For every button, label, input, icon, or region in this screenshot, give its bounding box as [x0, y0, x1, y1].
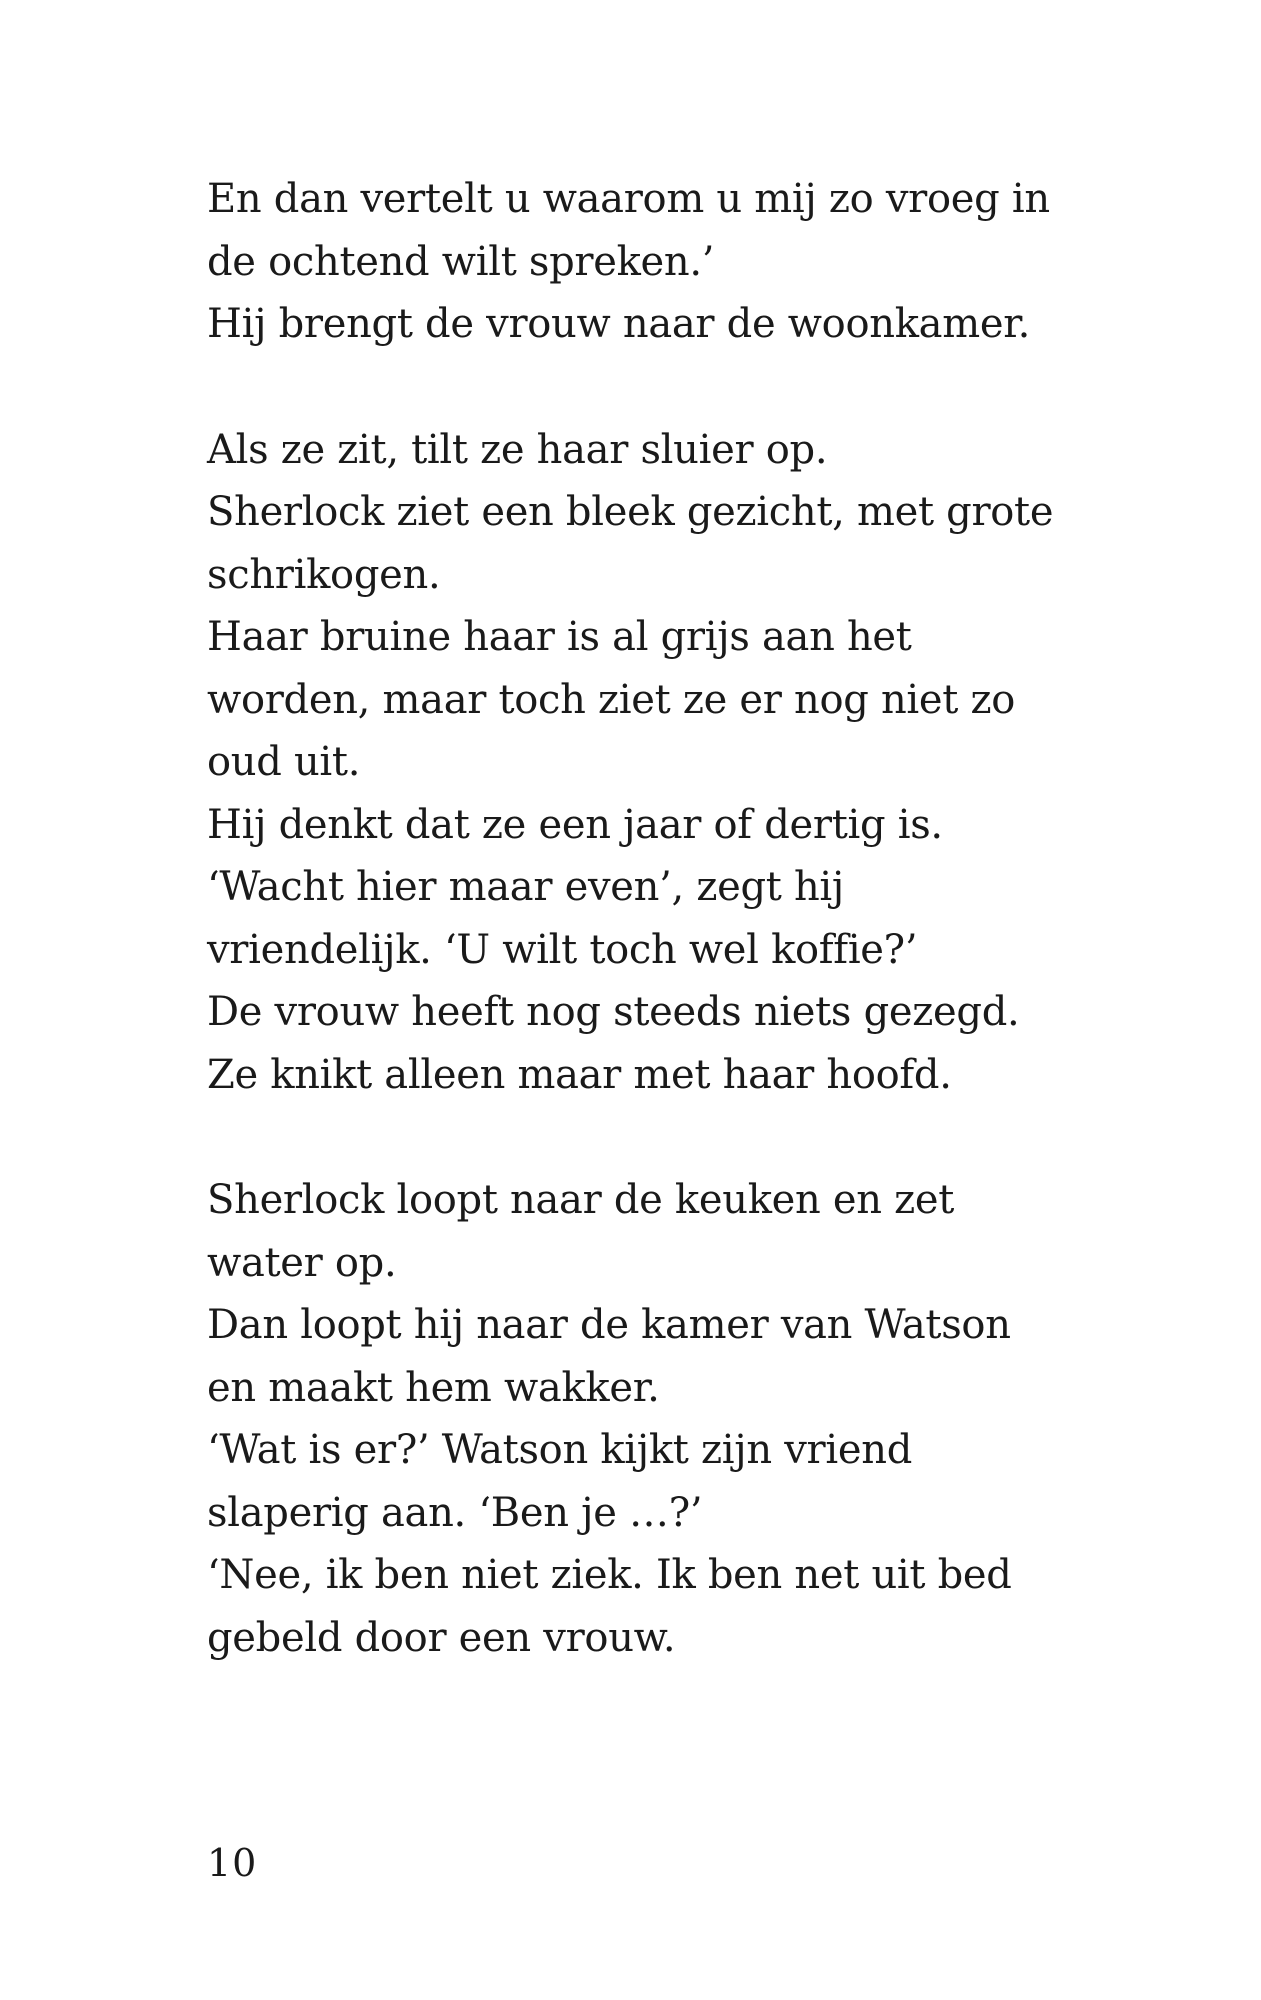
- text-line: de ochtend wilt spreken.’: [207, 238, 715, 285]
- text-line: gebeld door een vrouw.: [207, 1614, 676, 1661]
- page-body-text: [207, 168, 1207, 1732]
- text-line: worden, maar toch ziet ze er nog niet zo: [207, 676, 1016, 723]
- text-line: ‘Wat is er?’ Watson kijkt zijn vriend: [207, 1427, 912, 1473]
- text-line: De vrouw heeft nog steeds niets gezegd.: [207, 989, 1020, 1035]
- paragraph-2: [207, 419, 1207, 1107]
- text-line: water op.: [207, 1239, 397, 1286]
- paragraph-3: [207, 1169, 1207, 1669]
- text-line: vriendelijk. ‘U wilt toch wel koffie?’: [207, 926, 918, 973]
- text-line: En dan vertelt u waarom u mij zo vroeg in: [207, 176, 1050, 222]
- text-line: Sherlock loopt naar de keuken en zet: [207, 1177, 955, 1223]
- text-line: Hij brengt de vrouw naar de woonkamer.: [207, 301, 1031, 347]
- text-line: slaperig aan. ‘Ben je …?’: [207, 1489, 703, 1536]
- text-line: ‘Nee, ik ben niet ziek. Ik ben net uit bed: [207, 1552, 1012, 1598]
- text-line: schrikogen.: [207, 551, 441, 598]
- text-line: Dan loopt hij naar de kamer van Watson: [207, 1302, 1011, 1348]
- paragraph-1: [207, 168, 1207, 356]
- text-line: oud uit.: [207, 739, 361, 785]
- text-line: ‘Wacht hier maar even’, zegt hij: [207, 864, 845, 910]
- text-line: Sherlock ziet een bleek gezicht, met grote: [207, 489, 1054, 535]
- text-line: Hij denkt dat ze een jaar of dertig is.: [207, 801, 943, 848]
- text-line: en maakt hem wakker.: [207, 1364, 660, 1411]
- text-line: Ze knikt alleen maar met haar hoofd.: [207, 1051, 952, 1098]
- page-number: 10: [207, 1841, 258, 1885]
- text-line: Haar bruine haar is al grijs aan het: [207, 614, 912, 660]
- text-line: Als ze zit, tilt ze haar sluier op.: [207, 426, 828, 473]
